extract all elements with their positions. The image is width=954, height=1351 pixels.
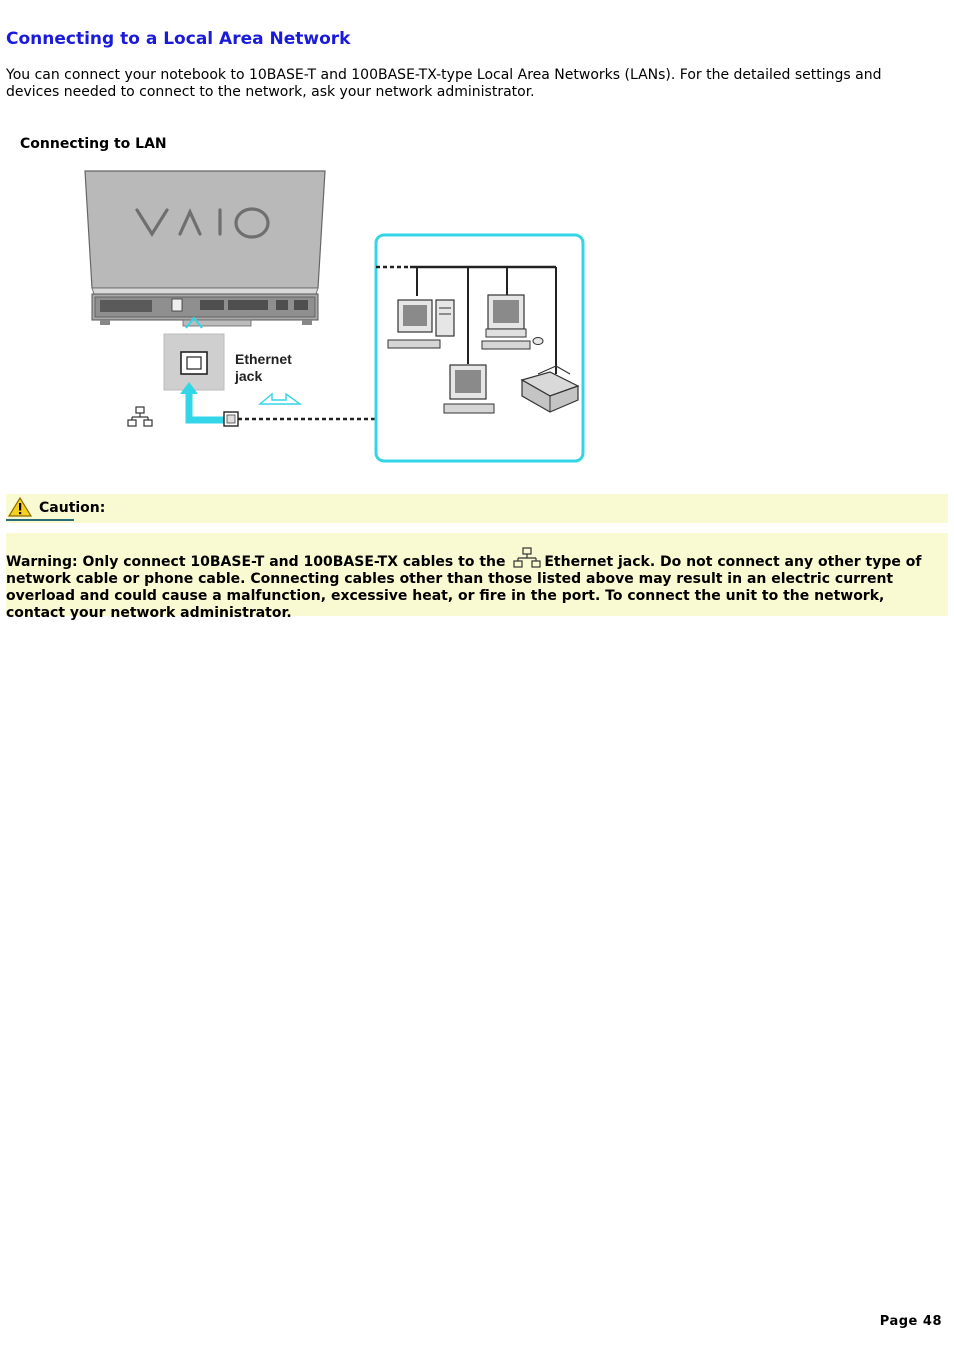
figure-caption: Connecting to LAN [20, 136, 167, 152]
page-number: Page 48 [879, 1314, 942, 1329]
warning-text-end: Ethernet jack. Do not connect any other type of network cable or phone cable. Connecting cables other than those listed above may result in an electric current overload and could cause a malfunction, excessive heat, or fire in the port. To connect the unit to the network, contact your network administrator. [6, 554, 922, 621]
computer-icon [444, 365, 494, 413]
network-icon [128, 407, 152, 426]
warning-note [6, 533, 948, 621]
jack-label-line1: Ethernet [235, 351, 292, 367]
jack-label-line2: jack [235, 368, 263, 384]
lan-connection-figure [80, 168, 600, 468]
intro-paragraph: You can connect your notebook to 10BASE-T and 100BASE-TX-type Local Area Networks (LANs). For the detailed settings and devices needed to connect to the network, ask your network administrator. [6, 67, 882, 100]
caution-heading [6, 494, 948, 523]
caution-underline [6, 519, 74, 521]
ethernet-jack-callout [164, 318, 300, 426]
warning-text-start: Warning: Only connect 10BASE-T and 100BASE-TX cables to the [6, 554, 511, 570]
network-diagram [376, 235, 583, 461]
warning-triangle-icon [8, 497, 32, 517]
network-icon [512, 547, 542, 569]
caution-label: Caution: [39, 500, 106, 516]
laptop-illustration [85, 171, 325, 326]
page-title: Connecting to a Local Area Network [6, 29, 351, 49]
